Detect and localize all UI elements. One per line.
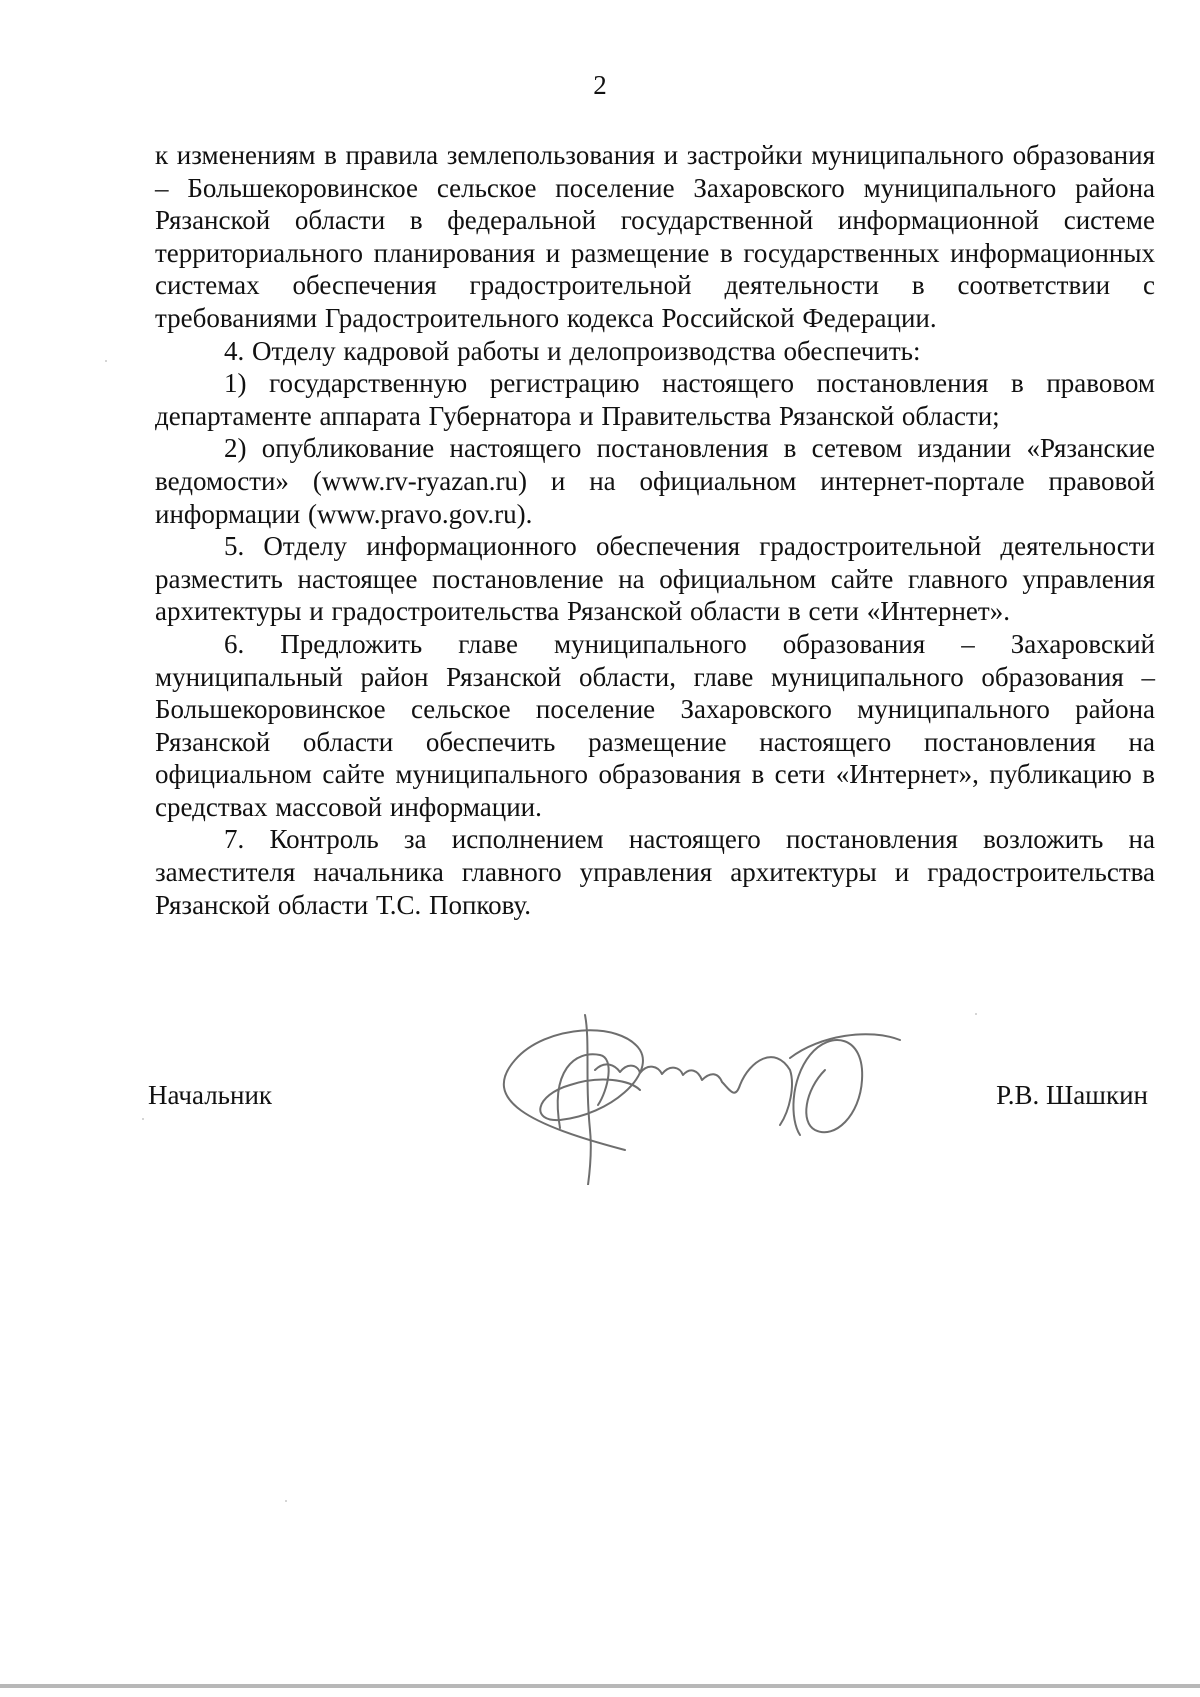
paragraph-item-7: 7. Контроль за исполнением настоящего постановления возложить на заместителя начальника главного управления архитектуры и градостроительства Рязанской области Т.С. Попкову. xyxy=(155,824,1155,920)
scan-speck xyxy=(105,360,107,362)
scan-speck xyxy=(975,1013,977,1015)
signatory-title: Начальник xyxy=(148,1080,273,1110)
scan-speck xyxy=(285,1500,287,1502)
paragraph-continuation: к изменениям в правила землепользования и застройки муниципального образования – Большекоровинское сельское поселение Захаровского муниципального района Рязанской области в федеральной государственной информационной системе территориального планирования и размещение в государственных информационных системах обеспечения градостроительной деятельности в соответствии с требованиями Градостроительного кодекса Российской Федерации. xyxy=(155,140,1155,333)
paragraph-item-6: 6. Предложить главе муниципального образования – Захаровский муниципальный район Рязанской области, главе муниципального образования – Большекоровинское сельское поселение Захаровского муниципального района Рязанской области обеспечить размещение настоящего постановления на официальном сайте муниципального образования в сети «Интернет», публикацию в средствах массовой информации. xyxy=(155,628,1155,822)
paragraph-item-4: 4. Отделу кадровой работы и делопроизводства обеспечить: xyxy=(224,335,921,366)
paragraph-subitem-1: 1) государственную регистрацию настоящего постановления в правовом департаменте аппарата Губернатора и Правительства Рязанской области; xyxy=(155,368,1155,431)
paragraph-subitem-2: 2) опубликование настоящего постановления в сетевом издании «Рязанские ведомости» (www.rv-ryazan.ru) и на официальном интернет-портале правовой информации (www.pravo.gov.ru). xyxy=(155,433,1155,529)
paragraph-item-5: 5. Отделу информационного обеспечения градостроительной деятельности разместить настоящее постановление на официальном сайте главного управления архитектуры и градостроительства Рязанской области в сети «Интернет». xyxy=(155,531,1155,627)
signatory-name: Р.В. Шашкин xyxy=(996,1080,1148,1110)
page-number: 2 xyxy=(593,70,607,100)
scan-bottom-edge xyxy=(0,1684,1200,1688)
scan-speck xyxy=(142,1118,144,1120)
signature-block xyxy=(148,1080,1148,1130)
document-body xyxy=(155,139,1155,921)
